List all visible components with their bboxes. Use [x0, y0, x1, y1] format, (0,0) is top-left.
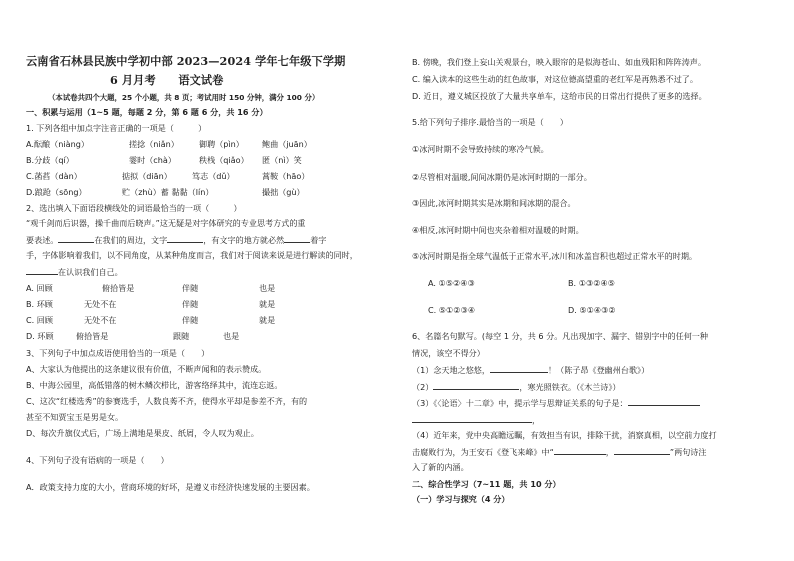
- q4-line-c: C. 编入读本的这些生动的红色故事，对这位德高望重的老红军是再熟悉不过了。: [412, 74, 698, 84]
- q1-a-2: 搓捻（niǎn）: [129, 139, 179, 149]
- q5-stem: 5.给下列句子排序.最恰当的一项是（ ）: [412, 117, 568, 127]
- section2-subheading: （一）学习与探究（4 分）: [412, 494, 510, 504]
- exam-title-line1: 云南省石林县民族中学初中部 2023—2024 学年七年级下学期: [26, 54, 346, 68]
- q1-a-3: 御聘（pìn）: [199, 139, 244, 149]
- q1-b-1: B.分歧（qí）: [26, 155, 74, 165]
- q1-a-1: A.酝酿（niàng）: [26, 139, 89, 149]
- q6-blank-3: [628, 397, 700, 406]
- q2-a-3: 伴随: [182, 283, 199, 293]
- q3-line-d: D、每次升旗仪式后，广场上满地是果皮、纸屑，令人叹为观止。: [26, 428, 259, 438]
- q2-blank-3: [284, 234, 310, 243]
- q2-b-4: 就是: [259, 299, 276, 309]
- q6-i2-source: ，寒光照铁衣。（《木兰诗》）: [519, 382, 621, 392]
- q5-item-2: ②尽管相对温暖,间间冰期仍是冰河时期的一部分。: [412, 172, 592, 182]
- q1-c-3: 笃志（dǔ）: [192, 171, 235, 181]
- q2-d-4: 也是: [223, 331, 240, 341]
- q1-c-2: 掂拟（diān）: [122, 171, 172, 181]
- q2-d-2: 俯拾皆是: [76, 331, 109, 341]
- q5-item-1: ①冰河时期不会导致持续的寒冷气候。: [412, 144, 549, 154]
- q4-line-d: D. 近日，遵义城区投放了大量共享单车，这给市民的日常出行提供了更多的选择。: [412, 91, 707, 101]
- q2-d-3: 跟随: [173, 331, 190, 341]
- q2-text-b: 在我们的周边，文字: [94, 235, 168, 245]
- q2-c-1: C. 回顾: [26, 315, 53, 325]
- q6-blank-6: [614, 446, 670, 455]
- q2-blank-1: [58, 234, 94, 243]
- q2-para-line2: [26, 234, 326, 246]
- q6-i4-text-b: ，: [605, 447, 614, 457]
- q2-text-c: ，有文字的地方就必然: [203, 235, 285, 245]
- q2-c-3: 伴随: [182, 315, 199, 325]
- q2-c-2: 无处不在: [84, 315, 117, 325]
- q6-i2-num: （2）: [412, 382, 434, 392]
- q5-item-5: ⑤冰河时期是指全球气温低于正常水平,冰川和冰盖盲积也超过正常水平的时期。: [412, 251, 698, 261]
- q1-c-1: C.菡萏（dàn）: [26, 171, 82, 181]
- q5-option-a: A. ①⑤②④③: [428, 278, 475, 288]
- q5-option-d: D. ⑤①④③②: [568, 305, 616, 315]
- q6-item-3: [412, 397, 700, 409]
- q1-stem: 1. 下列各组中加点字注音正确的一项是（ ）: [26, 123, 207, 133]
- q1-a-4: 鲍曲（juān）: [262, 139, 312, 149]
- q6-i4-text-c: ”两句诗注: [669, 447, 707, 457]
- q6-item-4-line1: （4）近年来，党中央高瞻远瞩，有效担当有识，排除干扰，消察真相，以空前力度打: [412, 430, 717, 440]
- q6-i4-text-a: 击腐败行为，为王安石《登飞来峰》中“: [412, 447, 554, 457]
- q3-line-c: C、这次“红楼选秀”的参赛选手，人数良莠不齐，使得水平却是参差不齐，有的: [26, 396, 308, 406]
- q6-blank-2: [433, 381, 519, 390]
- q6-blank-5: [554, 446, 606, 455]
- section1-heading: 一、积累与运用（1~5 题，每题 2 分，第 6 题 6 分，共 16 分）: [26, 107, 268, 117]
- q3-line-b: B、中海公园里，高低错落的树木鳞次栉比，游客络绎其中，流连忘返。: [26, 380, 283, 390]
- q2-para-line4: [26, 266, 123, 278]
- q3-line-c2: 甚至不知贾宝玉是男是女。: [26, 412, 124, 422]
- q6-i1-text: （1）念天地之悠悠，: [412, 365, 490, 375]
- q1-b-4: 匿（nì）笑: [262, 155, 302, 165]
- q2-a-1: A. 回顾: [26, 283, 53, 293]
- q6-i3-text: （3）《〈论语〉十二章》中，提示学与思辩证关系的句子是：: [412, 398, 628, 408]
- q6-stem-line2: 情况，该空不得分）: [412, 348, 485, 358]
- q5-option-c: C. ⑤①②③④: [428, 305, 476, 315]
- q1-c-4: 蒿鞍（hāo）: [262, 171, 310, 181]
- q4-line-b: B. 傍晚，我们登上妄山关观景台，映入眼帘的是似海苍山、如血残阳和阵阵涛声。: [412, 57, 706, 67]
- q1-d-4: 撮拙（gù）: [262, 187, 305, 197]
- section2-heading: 二、综合性学习（7~11 题，共 10 分）: [412, 479, 561, 489]
- q2-text-d: 着字: [310, 235, 327, 245]
- q6-blank-1: [490, 364, 548, 373]
- q2-b-2: 无处不在: [84, 299, 117, 309]
- q2-text-e: 在认识我们自己。: [58, 267, 123, 277]
- q6-i3-comma: ，: [532, 415, 541, 425]
- exam-title-line2: 6 月月考 语文试卷: [110, 73, 224, 87]
- q2-b-3: 伴随: [182, 299, 199, 309]
- q2-para-line1: “观千剑而后识器，操千曲而后晓声。”这无疑是对字体研究的专业思考方式的重: [26, 218, 306, 228]
- q6-stem-line1: 6、名篇名句默写。(每空 1 分，共 6 分。凡出现加字、漏字、错别字中的任何一种: [412, 331, 708, 341]
- q2-text-a: 要表述。: [26, 235, 59, 245]
- q4-stem: 4、下列句子没有语病的一项是（ ）: [26, 455, 169, 465]
- q6-blank-4: [412, 414, 532, 423]
- q5-option-b: B. ①③②④⑤: [568, 278, 615, 288]
- q1-b-2: 霎时（chà）: [129, 155, 176, 165]
- q6-item-1: [412, 364, 649, 376]
- q5-item-4: ④相反,冰河时期中间也夹杂着相对温暖的时期。: [412, 225, 584, 235]
- q6-item-2: [412, 381, 621, 393]
- exam-note: （本试卷共四个大题，25 个小题，共 8 页；考试用时 150 分钟，满分 100 分）: [48, 93, 320, 102]
- q2-para-line3: 手，字体影响着我们，以不同角度，从某种角度而言，我们对于阅读来说是进行解读的同时，: [26, 250, 358, 260]
- q4-line-a: A．政策支持力度的大小，营商环境的好坏，是遵义市经济快速发展的主要因素。: [26, 482, 315, 492]
- q2-stem: 2、选出填入下面语段横线处的词语最恰当的一项（ ）: [26, 203, 242, 213]
- q2-blank-2: [167, 234, 203, 243]
- q2-a-2: 俯拾皆是: [102, 283, 135, 293]
- q2-c-4: 就是: [259, 315, 276, 325]
- q1-d-2: 贮（zhù）蓄 黏黏（lín）: [122, 187, 214, 197]
- q3-stem: 3、下列句子中加点成语使用恰当的一项是（ ）: [26, 348, 210, 358]
- q6-item-4-line3: 入了新的内涵。: [412, 462, 469, 472]
- q2-blank-4: [26, 266, 58, 275]
- q1-d-1: D.踉跄（sōng）: [26, 187, 87, 197]
- q1-b-3: 秩栈（qiǎo）: [199, 155, 249, 165]
- q6-i1-source: ！（陈子昂《登幽州台歌》）: [548, 365, 650, 375]
- q2-a-4: 也是: [259, 283, 276, 293]
- q2-d-1: D. 环顾: [26, 331, 54, 341]
- q3-line-a: A、大家认为他提出的这条建议很有价值，不断声闻和的表示赞成。: [26, 364, 267, 374]
- q6-item-3b: [412, 414, 540, 426]
- q6-item-4-line2: [412, 446, 706, 458]
- q2-b-1: B. 环顾: [26, 299, 53, 309]
- q5-item-3: ③因此,冰河时期其实是冰期和间冰期的混合。: [412, 198, 576, 208]
